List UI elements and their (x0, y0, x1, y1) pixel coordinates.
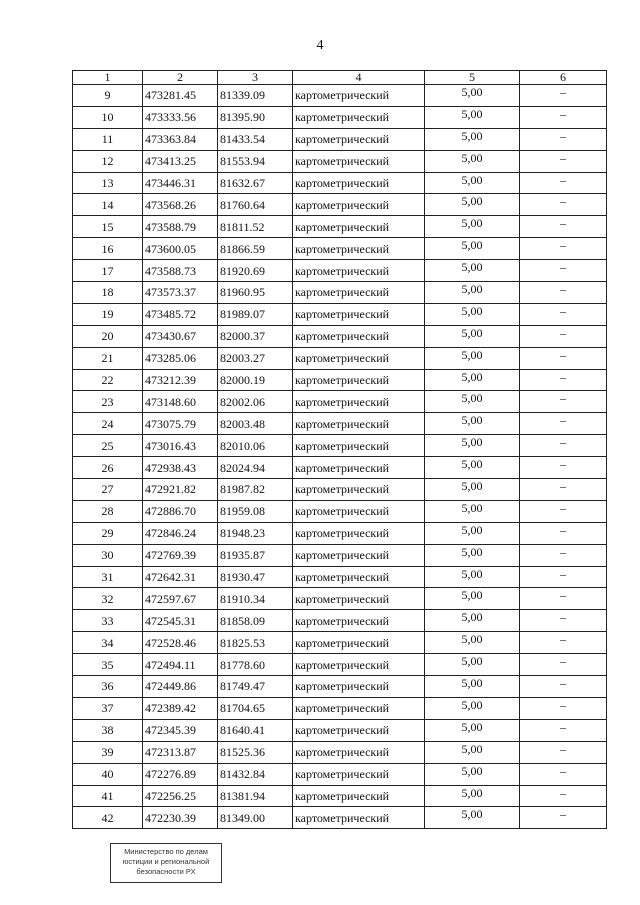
table-row (73, 741, 607, 763)
method-cell: картометрический (293, 282, 425, 304)
table-header-row (73, 71, 607, 85)
point-number-cell: 27 (73, 479, 143, 501)
column-header: 5 (425, 71, 520, 85)
method-cell: картометрический (293, 632, 425, 654)
method-cell: картометрический (293, 676, 425, 698)
note-cell: – (520, 588, 607, 610)
point-number-cell: 29 (73, 522, 143, 544)
method-cell: картометрический (293, 369, 425, 391)
y-coordinate-cell: 81910.34 (218, 588, 293, 610)
y-coordinate-cell: 81866.59 (218, 238, 293, 260)
y-coordinate-cell: 82002.06 (218, 391, 293, 413)
y-coordinate-cell: 81553.94 (218, 150, 293, 172)
table-row (73, 369, 607, 391)
accuracy-cell: 5,00 (425, 457, 520, 479)
method-cell: картометрический (293, 588, 425, 610)
table-row (73, 785, 607, 807)
accuracy-cell: 5,00 (425, 106, 520, 128)
x-coordinate-cell: 473333.56 (143, 106, 218, 128)
table-row (73, 106, 607, 128)
point-number-cell: 15 (73, 216, 143, 238)
y-coordinate-cell: 81778.60 (218, 654, 293, 676)
note-cell: – (520, 391, 607, 413)
x-coordinate-cell: 472494.11 (143, 654, 218, 676)
method-cell: картометрический (293, 216, 425, 238)
x-coordinate-cell: 472256.25 (143, 785, 218, 807)
accuracy-cell: 5,00 (425, 391, 520, 413)
table-row (73, 282, 607, 304)
table-row (73, 654, 607, 676)
method-cell: картометрический (293, 391, 425, 413)
y-coordinate-cell: 81632.67 (218, 172, 293, 194)
point-number-cell: 30 (73, 544, 143, 566)
method-cell: картометрический (293, 544, 425, 566)
method-cell: картометрический (293, 106, 425, 128)
x-coordinate-cell: 473413.25 (143, 150, 218, 172)
note-cell: – (520, 282, 607, 304)
column-header: 2 (143, 71, 218, 85)
y-coordinate-cell: 81525.36 (218, 741, 293, 763)
point-number-cell: 38 (73, 719, 143, 741)
method-cell: картометрический (293, 741, 425, 763)
x-coordinate-cell: 472921.82 (143, 479, 218, 501)
point-number-cell: 21 (73, 347, 143, 369)
method-cell: картометрический (293, 763, 425, 785)
table-row (73, 303, 607, 325)
method-cell: картометрический (293, 85, 425, 107)
note-cell: – (520, 216, 607, 238)
accuracy-cell: 5,00 (425, 654, 520, 676)
y-coordinate-cell: 81640.41 (218, 719, 293, 741)
y-coordinate-cell: 81381.94 (218, 785, 293, 807)
method-cell: картометрический (293, 347, 425, 369)
note-cell: – (520, 238, 607, 260)
note-cell: – (520, 303, 607, 325)
point-number-cell: 34 (73, 632, 143, 654)
coordinates-table (72, 70, 607, 829)
table-row (73, 391, 607, 413)
y-coordinate-cell: 81749.47 (218, 676, 293, 698)
accuracy-cell: 5,00 (425, 763, 520, 785)
note-cell: – (520, 676, 607, 698)
table-row (73, 435, 607, 457)
note-cell: – (520, 763, 607, 785)
x-coordinate-cell: 473212.39 (143, 369, 218, 391)
table-row (73, 238, 607, 260)
method-cell: картометрический (293, 457, 425, 479)
accuracy-cell: 5,00 (425, 719, 520, 741)
column-header: 3 (218, 71, 293, 85)
y-coordinate-cell: 81432.84 (218, 763, 293, 785)
table-row (73, 150, 607, 172)
table-row (73, 697, 607, 719)
x-coordinate-cell: 472276.89 (143, 763, 218, 785)
point-number-cell: 22 (73, 369, 143, 391)
point-number-cell: 14 (73, 194, 143, 216)
table-row (73, 457, 607, 479)
x-coordinate-cell: 473573.37 (143, 282, 218, 304)
method-cell: картометрический (293, 172, 425, 194)
method-cell: картометрический (293, 479, 425, 501)
x-coordinate-cell: 472769.39 (143, 544, 218, 566)
point-number-cell: 36 (73, 676, 143, 698)
point-number-cell: 25 (73, 435, 143, 457)
accuracy-cell: 5,00 (425, 632, 520, 654)
note-cell: – (520, 500, 607, 522)
y-coordinate-cell: 81339.09 (218, 85, 293, 107)
x-coordinate-cell: 473588.73 (143, 260, 218, 282)
table-row (73, 260, 607, 282)
y-coordinate-cell: 81858.09 (218, 610, 293, 632)
note-cell: – (520, 369, 607, 391)
point-number-cell: 39 (73, 741, 143, 763)
method-cell: картометрический (293, 238, 425, 260)
x-coordinate-cell: 472597.67 (143, 588, 218, 610)
x-coordinate-cell: 472230.39 (143, 807, 218, 829)
table-row (73, 479, 607, 501)
table-row (73, 566, 607, 588)
point-number-cell: 40 (73, 763, 143, 785)
accuracy-cell: 5,00 (425, 566, 520, 588)
point-number-cell: 19 (73, 303, 143, 325)
y-coordinate-cell: 81704.65 (218, 697, 293, 719)
note-cell: – (520, 150, 607, 172)
point-number-cell: 12 (73, 150, 143, 172)
table-row (73, 325, 607, 347)
y-coordinate-cell: 82003.48 (218, 413, 293, 435)
table-row (73, 172, 607, 194)
y-coordinate-cell: 81959.08 (218, 500, 293, 522)
y-coordinate-cell: 81989.07 (218, 303, 293, 325)
method-cell: картометрический (293, 807, 425, 829)
x-coordinate-cell: 473075.79 (143, 413, 218, 435)
method-cell: картометрический (293, 610, 425, 632)
table-row (73, 128, 607, 150)
method-cell: картометрический (293, 325, 425, 347)
method-cell: картометрический (293, 500, 425, 522)
accuracy-cell: 5,00 (425, 303, 520, 325)
method-cell: картометрический (293, 522, 425, 544)
y-coordinate-cell: 81395.90 (218, 106, 293, 128)
y-coordinate-cell: 82010.06 (218, 435, 293, 457)
column-header: 6 (520, 71, 607, 85)
method-cell: картометрический (293, 128, 425, 150)
method-cell: картометрический (293, 654, 425, 676)
accuracy-cell: 5,00 (425, 85, 520, 107)
x-coordinate-cell: 472389.42 (143, 697, 218, 719)
accuracy-cell: 5,00 (425, 194, 520, 216)
stamp-line: юстиции и региональной (122, 857, 210, 866)
y-coordinate-cell: 82003.27 (218, 347, 293, 369)
x-coordinate-cell: 473600.05 (143, 238, 218, 260)
accuracy-cell: 5,00 (425, 741, 520, 763)
y-coordinate-cell: 82024.94 (218, 457, 293, 479)
x-coordinate-cell: 472528.46 (143, 632, 218, 654)
table-row (73, 347, 607, 369)
y-coordinate-cell: 81935.87 (218, 544, 293, 566)
accuracy-cell: 5,00 (425, 479, 520, 501)
note-cell: – (520, 632, 607, 654)
note-cell: – (520, 522, 607, 544)
accuracy-cell: 5,00 (425, 697, 520, 719)
x-coordinate-cell: 473430.67 (143, 325, 218, 347)
x-coordinate-cell: 472886.70 (143, 500, 218, 522)
x-coordinate-cell: 472313.87 (143, 741, 218, 763)
note-cell: – (520, 413, 607, 435)
x-coordinate-cell: 473363.84 (143, 128, 218, 150)
note-cell: – (520, 194, 607, 216)
point-number-cell: 33 (73, 610, 143, 632)
y-coordinate-cell: 81930.47 (218, 566, 293, 588)
x-coordinate-cell: 473148.60 (143, 391, 218, 413)
table-row (73, 500, 607, 522)
accuracy-cell: 5,00 (425, 807, 520, 829)
x-coordinate-cell: 473446.31 (143, 172, 218, 194)
y-coordinate-cell: 81760.64 (218, 194, 293, 216)
table-row (73, 413, 607, 435)
x-coordinate-cell: 472846.24 (143, 522, 218, 544)
point-number-cell: 11 (73, 128, 143, 150)
method-cell: картометрический (293, 303, 425, 325)
point-number-cell: 42 (73, 807, 143, 829)
x-coordinate-cell: 472642.31 (143, 566, 218, 588)
note-cell: – (520, 435, 607, 457)
note-cell: – (520, 128, 607, 150)
note-cell: – (520, 566, 607, 588)
method-cell: картометрический (293, 194, 425, 216)
column-header: 1 (73, 71, 143, 85)
accuracy-cell: 5,00 (425, 785, 520, 807)
point-number-cell: 16 (73, 238, 143, 260)
accuracy-cell: 5,00 (425, 347, 520, 369)
table-row (73, 194, 607, 216)
accuracy-cell: 5,00 (425, 172, 520, 194)
registration-stamp (110, 843, 222, 883)
accuracy-cell: 5,00 (425, 413, 520, 435)
method-cell: картометрический (293, 785, 425, 807)
table-row (73, 632, 607, 654)
x-coordinate-cell: 472449.86 (143, 676, 218, 698)
note-cell: – (520, 106, 607, 128)
table-row (73, 676, 607, 698)
note-cell: – (520, 325, 607, 347)
table-row (73, 544, 607, 566)
note-cell: – (520, 654, 607, 676)
accuracy-cell: 5,00 (425, 150, 520, 172)
note-cell: – (520, 741, 607, 763)
point-number-cell: 9 (73, 85, 143, 107)
column-header: 4 (293, 71, 425, 85)
accuracy-cell: 5,00 (425, 610, 520, 632)
method-cell: картометрический (293, 150, 425, 172)
table-row (73, 216, 607, 238)
note-cell: – (520, 479, 607, 501)
accuracy-cell: 5,00 (425, 325, 520, 347)
table-row (73, 610, 607, 632)
x-coordinate-cell: 472345.39 (143, 719, 218, 741)
y-coordinate-cell: 81825.53 (218, 632, 293, 654)
accuracy-cell: 5,00 (425, 238, 520, 260)
x-coordinate-cell: 473588.79 (143, 216, 218, 238)
page-number: 4 (316, 38, 324, 53)
note-cell: – (520, 610, 607, 632)
point-number-cell: 10 (73, 106, 143, 128)
method-cell: картометрический (293, 413, 425, 435)
table-row (73, 763, 607, 785)
point-number-cell: 26 (73, 457, 143, 479)
point-number-cell: 28 (73, 500, 143, 522)
note-cell: – (520, 785, 607, 807)
y-coordinate-cell: 81948.23 (218, 522, 293, 544)
y-coordinate-cell: 81811.52 (218, 216, 293, 238)
x-coordinate-cell: 473285.06 (143, 347, 218, 369)
point-number-cell: 23 (73, 391, 143, 413)
note-cell: – (520, 172, 607, 194)
note-cell: – (520, 807, 607, 829)
note-cell: – (520, 544, 607, 566)
accuracy-cell: 5,00 (425, 544, 520, 566)
table-row (73, 807, 607, 829)
method-cell: картометрический (293, 260, 425, 282)
point-number-cell: 37 (73, 697, 143, 719)
x-coordinate-cell: 473485.72 (143, 303, 218, 325)
accuracy-cell: 5,00 (425, 282, 520, 304)
point-number-cell: 13 (73, 172, 143, 194)
note-cell: – (520, 457, 607, 479)
point-number-cell: 17 (73, 260, 143, 282)
y-coordinate-cell: 81920.69 (218, 260, 293, 282)
x-coordinate-cell: 472545.31 (143, 610, 218, 632)
accuracy-cell: 5,00 (425, 588, 520, 610)
note-cell: – (520, 697, 607, 719)
accuracy-cell: 5,00 (425, 676, 520, 698)
x-coordinate-cell: 473016.43 (143, 435, 218, 457)
accuracy-cell: 5,00 (425, 216, 520, 238)
note-cell: – (520, 719, 607, 741)
table-row (73, 85, 607, 107)
method-cell: картометрический (293, 697, 425, 719)
x-coordinate-cell: 472938.43 (143, 457, 218, 479)
note-cell: – (520, 85, 607, 107)
y-coordinate-cell: 82000.19 (218, 369, 293, 391)
stamp-line: безопасности РХ (136, 867, 196, 876)
method-cell: картометрический (293, 719, 425, 741)
method-cell: картометрический (293, 435, 425, 457)
accuracy-cell: 5,00 (425, 369, 520, 391)
note-cell: – (520, 347, 607, 369)
point-number-cell: 24 (73, 413, 143, 435)
y-coordinate-cell: 81960.95 (218, 282, 293, 304)
note-cell: – (520, 260, 607, 282)
x-coordinate-cell: 473281.45 (143, 85, 218, 107)
accuracy-cell: 5,00 (425, 522, 520, 544)
y-coordinate-cell: 81987.82 (218, 479, 293, 501)
accuracy-cell: 5,00 (425, 260, 520, 282)
point-number-cell: 20 (73, 325, 143, 347)
point-number-cell: 41 (73, 785, 143, 807)
accuracy-cell: 5,00 (425, 128, 520, 150)
table-row (73, 522, 607, 544)
accuracy-cell: 5,00 (425, 435, 520, 457)
point-number-cell: 32 (73, 588, 143, 610)
point-number-cell: 31 (73, 566, 143, 588)
accuracy-cell: 5,00 (425, 500, 520, 522)
y-coordinate-cell: 81433.54 (218, 128, 293, 150)
point-number-cell: 18 (73, 282, 143, 304)
y-coordinate-cell: 82000.37 (218, 325, 293, 347)
y-coordinate-cell: 81349.00 (218, 807, 293, 829)
table-row (73, 588, 607, 610)
x-coordinate-cell: 473568.26 (143, 194, 218, 216)
table-row (73, 719, 607, 741)
point-number-cell: 35 (73, 654, 143, 676)
method-cell: картометрический (293, 566, 425, 588)
stamp-line: Министерство по делам (124, 847, 208, 856)
